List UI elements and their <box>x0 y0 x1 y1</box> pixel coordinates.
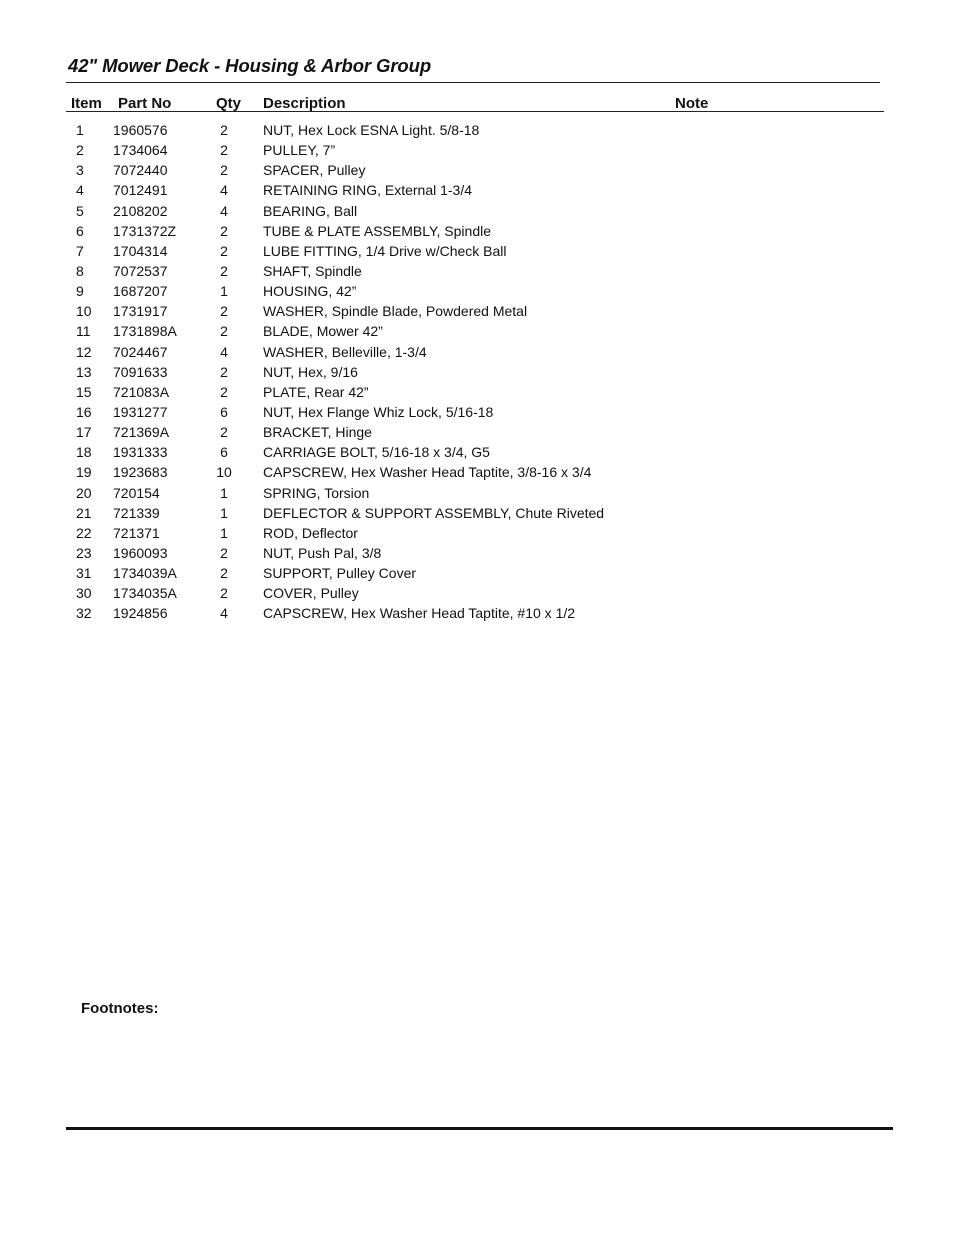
part-number: 1931277 <box>113 403 168 420</box>
description: ROD, Deflector <box>263 524 358 541</box>
table-row <box>0 303 954 323</box>
table-row <box>0 122 954 142</box>
part-number: 1731372Z <box>113 222 177 239</box>
column-header-description: Description <box>263 95 346 112</box>
description: COVER, Pulley <box>263 585 359 602</box>
quantity: 2 <box>220 383 228 400</box>
column-header-note: Note <box>675 95 709 112</box>
quantity: 2 <box>220 585 228 602</box>
part-number: 721371 <box>113 524 160 541</box>
description: WASHER, Belleville, 1-3/4 <box>263 343 427 360</box>
item-number: 18 <box>76 444 92 461</box>
table-row <box>0 585 954 605</box>
table-row <box>0 263 954 283</box>
item-number: 16 <box>76 403 92 420</box>
column-header-item: Item <box>71 95 102 112</box>
part-number: 1704314 <box>113 242 168 259</box>
part-number: 7072440 <box>113 162 168 179</box>
item-number: 10 <box>76 303 92 320</box>
part-number: 721083A <box>113 383 170 400</box>
part-number: 1960093 <box>113 544 168 561</box>
description: NUT, Hex Lock ESNA Light. 5/8-18 <box>263 122 480 138</box>
description: WASHER, Spindle Blade, Powdered Metal <box>263 303 528 320</box>
header-divider <box>66 111 884 112</box>
part-number: 1731917 <box>113 303 168 320</box>
description: SPACER, Pulley <box>263 162 366 179</box>
parts-list <box>0 122 954 626</box>
table-row <box>0 384 954 404</box>
part-number: 1734035A <box>113 585 177 602</box>
description: NUT, Hex, 9/16 <box>263 363 358 380</box>
quantity: 1 <box>220 484 228 501</box>
part-number: 1687207 <box>113 283 168 300</box>
description: RETAINING RING, External 1-3/4 <box>263 182 473 199</box>
item-number: 8 <box>76 262 84 279</box>
quantity: 2 <box>220 544 228 561</box>
table-row <box>0 182 954 202</box>
description: NUT, Hex Flange Whiz Lock, 5/16-18 <box>263 403 494 420</box>
quantity: 1 <box>220 283 228 300</box>
quantity: 2 <box>220 424 228 441</box>
item-number: 20 <box>76 484 92 501</box>
quantity: 1 <box>220 504 228 521</box>
quantity: 2 <box>220 262 228 279</box>
description: LUBE FITTING, 1/4 Drive w/Check Ball <box>263 242 507 259</box>
column-header-part-no: Part No <box>118 95 172 112</box>
part-number: 7072537 <box>113 262 168 279</box>
item-number: 4 <box>76 182 84 199</box>
quantity: 4 <box>220 182 228 199</box>
part-number: 1924856 <box>113 605 168 622</box>
table-row <box>0 404 954 424</box>
quantity: 2 <box>220 142 228 159</box>
quantity: 2 <box>220 565 228 582</box>
table-row <box>0 525 954 545</box>
table-row <box>0 424 954 444</box>
description: BRACKET, Hinge <box>263 424 372 441</box>
part-number: 7091633 <box>113 363 168 380</box>
item-number: 23 <box>76 544 92 561</box>
part-number: 1731898A <box>113 323 177 340</box>
part-number: 1734064 <box>113 142 168 159</box>
description: SUPPORT, Pulley Cover <box>263 565 417 582</box>
table-row <box>0 444 954 464</box>
quantity: 1 <box>220 524 228 541</box>
quantity: 6 <box>220 403 228 420</box>
part-number: 720154 <box>113 484 160 501</box>
quantity: 10 <box>216 464 232 481</box>
description: CAPSCREW, Hex Washer Head Taptite, #10 x 1/2 <box>263 605 576 622</box>
item-number: 31 <box>76 565 92 582</box>
quantity: 4 <box>220 343 228 360</box>
table-row <box>0 464 954 484</box>
quantity: 6 <box>220 444 228 461</box>
item-number: 22 <box>76 524 92 541</box>
item-number: 2 <box>76 142 84 159</box>
quantity: 2 <box>220 323 228 340</box>
table-row <box>0 565 954 585</box>
description: PULLEY, 7” <box>263 142 336 159</box>
description: DEFLECTOR & SUPPORT ASSEMBLY, Chute Riveted <box>263 504 605 521</box>
part-number: 2108202 <box>113 202 168 219</box>
bottom-divider <box>66 1127 893 1130</box>
item-number: 1 <box>76 122 84 138</box>
description: PLATE, Rear 42” <box>263 383 369 400</box>
table-row <box>0 323 954 343</box>
item-number: 32 <box>76 605 92 622</box>
quantity: 2 <box>220 363 228 380</box>
description: BLADE, Mower 42” <box>263 323 383 340</box>
part-number: 1931333 <box>113 444 168 461</box>
description: SPRING, Torsion <box>263 484 370 501</box>
part-number: 721339 <box>113 504 160 521</box>
item-number: 3 <box>76 162 84 179</box>
item-number: 30 <box>76 585 92 602</box>
description: HOUSING, 42” <box>263 283 357 300</box>
item-number: 19 <box>76 464 92 481</box>
description: CAPSCREW, Hex Washer Head Taptite, 3/8-16 x 3/4 <box>263 464 592 481</box>
item-number: 11 <box>76 323 91 340</box>
quantity: 2 <box>220 303 228 320</box>
item-number: 17 <box>76 424 92 441</box>
table-row <box>0 243 954 263</box>
table-row <box>0 364 954 384</box>
title-divider <box>66 82 880 83</box>
column-header-qty: Qty <box>216 95 242 112</box>
description: CARRIAGE BOLT, 5/16-18 x 3/4, G5 <box>263 444 490 461</box>
quantity: 2 <box>220 122 228 138</box>
quantity: 2 <box>220 242 228 259</box>
part-number: 7012491 <box>113 182 168 199</box>
table-row <box>0 605 954 625</box>
table-row <box>0 283 954 303</box>
table-row <box>0 344 954 364</box>
description: NUT, Push Pal, 3/8 <box>263 544 382 561</box>
part-number: 1960576 <box>113 122 168 138</box>
quantity: 2 <box>220 162 228 179</box>
item-number: 9 <box>76 283 84 300</box>
table-row <box>0 162 954 182</box>
item-number: 15 <box>76 383 92 400</box>
item-number: 13 <box>76 363 92 380</box>
table-row <box>0 505 954 525</box>
part-number: 1923683 <box>113 464 168 481</box>
table-row <box>0 223 954 243</box>
page-title: 42" Mower Deck - Housing & Arbor Group <box>68 55 432 76</box>
description: SHAFT, Spindle <box>263 262 362 279</box>
part-number: 1734039A <box>113 565 177 582</box>
table-row <box>0 485 954 505</box>
footnotes-label: Footnotes: <box>81 1000 159 1017</box>
part-number: 7024467 <box>113 343 168 360</box>
quantity: 4 <box>220 202 228 219</box>
item-number: 6 <box>76 222 84 239</box>
table-row <box>0 203 954 223</box>
table-row <box>0 142 954 162</box>
item-number: 5 <box>76 202 84 219</box>
quantity: 4 <box>220 605 228 622</box>
part-number: 721369A <box>113 424 170 441</box>
item-number: 21 <box>76 504 92 521</box>
table-row <box>0 545 954 565</box>
description: TUBE & PLATE ASSEMBLY, Spindle <box>263 222 491 239</box>
item-number: 7 <box>76 242 84 259</box>
quantity: 2 <box>220 222 228 239</box>
description: BEARING, Ball <box>263 202 358 219</box>
item-number: 12 <box>76 343 92 360</box>
